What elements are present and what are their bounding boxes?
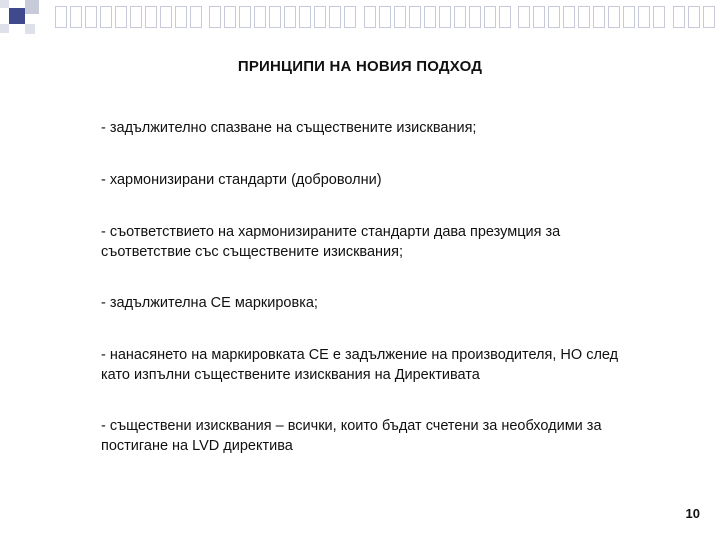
bullet-item: - задължително спазване на съществените изисквания;: [101, 120, 477, 136]
bullet-item: - съответствието на хармонизираните стандарти дава презумция за съответствие със съществените изисквания;: [101, 224, 561, 260]
bullet-list: [101, 118, 641, 487]
decor-square-light: [25, 0, 39, 14]
bullet-item: - съществени изисквания – всички, които бъдат счетени за необходими за постигане на LVD директива: [101, 418, 602, 454]
decor-square-light: [0, 0, 9, 8]
page-number: 10: [685, 506, 700, 521]
decor-stripe-bar: [55, 6, 720, 28]
bullet-item: - нанасянето на маркировката CE е задължение на производителя, НО след като изпълни съществените изисквания на Директивата: [101, 347, 619, 383]
decor-square-light: [25, 24, 35, 34]
slide-title: ПРИНЦИПИ НА НОВИЯ ПОДХОД: [237, 58, 483, 75]
decor-square-light: [0, 24, 9, 33]
decor-square-dark: [9, 8, 25, 24]
decorative-header: [0, 0, 720, 40]
bullet-item: - задължителна CE маркировка;: [101, 295, 318, 311]
bullet-item: - хармонизирани стандарти (доброволни): [101, 172, 382, 188]
